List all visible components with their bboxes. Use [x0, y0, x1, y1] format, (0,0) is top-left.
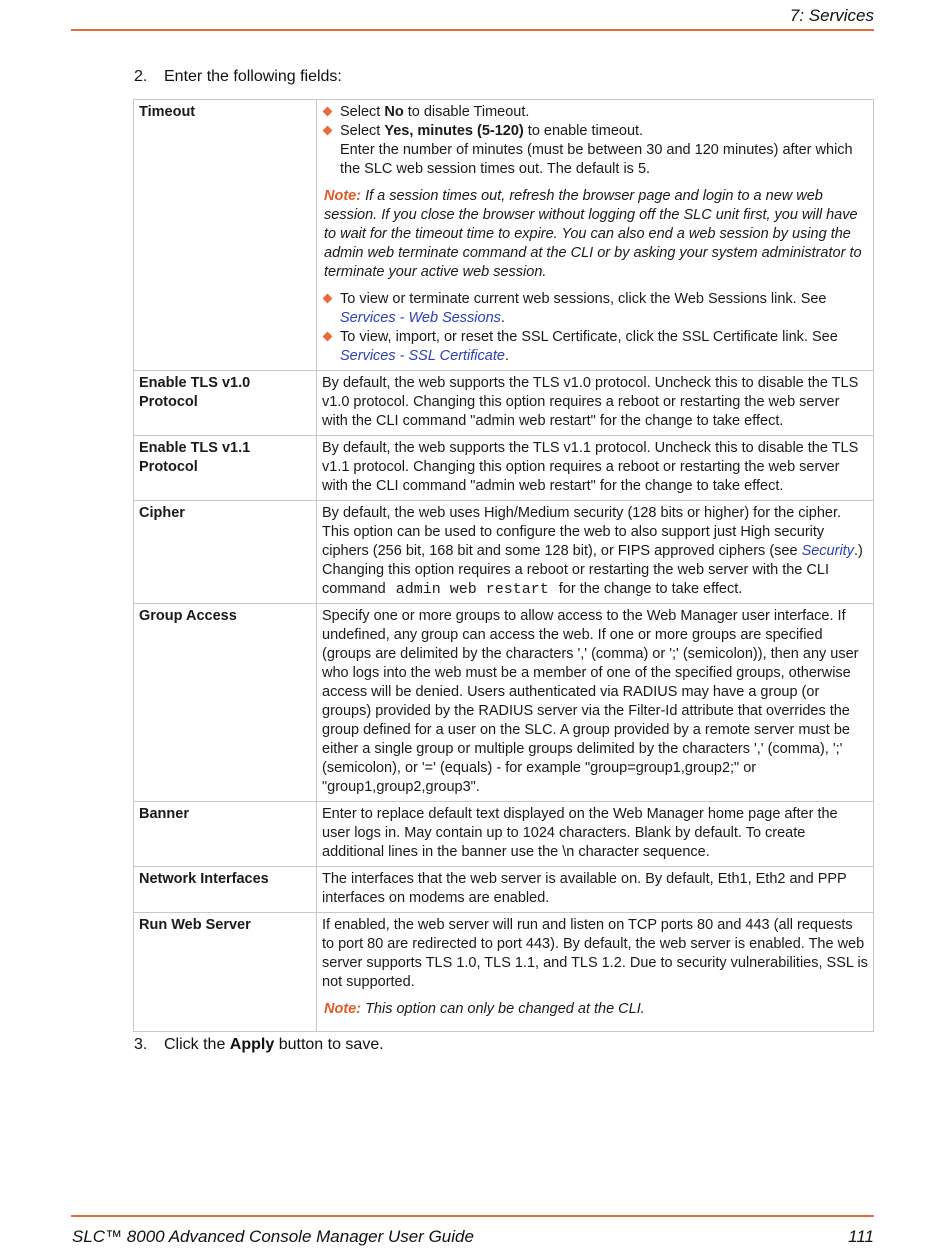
field-label: Enable TLS v1.1 Protocol	[134, 436, 317, 501]
footer-divider	[71, 1215, 874, 1217]
apply-button-reference: Apply	[229, 1036, 275, 1053]
page-number: 111	[848, 1227, 874, 1246]
table-row-run-web-server	[134, 913, 874, 1032]
list-item	[322, 290, 868, 328]
description-text: If enabled, the web server will run and listen on TCP ports 80 and 443 (all requests to port 80 are redirected to port 443). By default, the web server is enabled. The web server supports TLS 1.0, TLS 1.1, and TLS 1.2. Due to security vulnerabilities, SSL is not supported.	[322, 917, 868, 990]
text: To view, import, or reset the SSL Certificate, click the SSL Certificate link. See	[340, 329, 838, 345]
note-label: Note:	[324, 1001, 362, 1017]
field-description: By default, the web supports the TLS v1.0 protocol. Uncheck this to disable the TLS v1.0 protocol. Changing this option requires a reboot or restarting the web server with the CLI command "admin web restart" for the change to take effect.	[317, 371, 874, 436]
text: Select	[340, 104, 385, 120]
field-label: Group Access	[134, 604, 317, 802]
field-label: Banner	[134, 802, 317, 867]
security-link[interactable]: Security	[801, 543, 854, 559]
note-text: If a session times out, refresh the browser page and login to a new web session. If you close the browser without logging off the SLC unit first, you will have to wait for the timeout time to expire. You can also end a web session by using the admin web terminate command at the CLI or by asking your system administrator to terminate your active web session.	[324, 188, 862, 280]
option-yes: Yes, minutes (5-120)	[384, 123, 524, 139]
note	[324, 1000, 868, 1019]
text: to enable timeout.	[523, 123, 644, 139]
note-text: This option can only be changed at the CLI.	[365, 1001, 645, 1017]
web-sessions-link[interactable]: Services - Web Sessions	[340, 310, 501, 326]
text: .	[504, 348, 509, 364]
step-text: Enter the following fields:	[164, 68, 342, 85]
field-description: Enter to replace default text displayed on the Web Manager home page after the user logs in. May contain up to 1024 characters. Blank by default. To create additional lines in the banner use the \n character sequence.	[317, 802, 874, 867]
field-label: Timeout	[134, 100, 317, 371]
step-3	[134, 1036, 384, 1054]
table-row-network-interfaces	[134, 867, 874, 913]
diamond-bullet-icon	[323, 294, 333, 304]
field-description	[317, 100, 874, 371]
list-item	[322, 328, 868, 366]
header-divider	[71, 29, 874, 31]
table-row-cipher	[134, 501, 874, 604]
field-description: Specify one or more groups to allow access to the Web Manager user interface. If undefined, any group can access the web. If one or more groups are specified (groups are delimited by the characters ',' (comma) or ';' (semicolon)), then any user who logs into the web must be a member of one of the specified groups, otherwise access will be denied. Users authenticated via RADIUS may have a group (or groups) provided by the RADIUS server via the Filter-Id attribute that overrides the group defined for a user on the SLC. A group provided by a remote server must be either a single group or multiple groups delimited by the characters ',' (comma), ';' (semicolon), or '=' (equals) - for example "group=group1,group2;" or "group1,group2,group3".	[317, 604, 874, 802]
table-row-banner	[134, 802, 874, 867]
field-label: Cipher	[134, 501, 317, 604]
list-item-continuation: Enter the number of minutes (must be between 30 and 120 minutes) after which the SLC web session times out. The default is 5.	[340, 142, 853, 177]
table-row-tls11	[134, 436, 874, 501]
footer-title: SLC™ 8000 Advanced Console Manager User Guide	[72, 1227, 474, 1246]
step-text: Click the	[164, 1036, 230, 1053]
text: By default, the web uses High/Medium security (128 bits or higher) for the cipher. This option can be used to configure the web to also support just High security ciphers (256 bit, 168 bit and some 128 bit), or FIPS approved ciphers (see	[322, 505, 842, 559]
table-row-tls10	[134, 371, 874, 436]
chapter-header: 7: Services	[789, 6, 874, 25]
text: for the change to take effect.	[554, 581, 743, 597]
field-label: Network Interfaces	[134, 867, 317, 913]
step-2	[134, 68, 342, 86]
cli-command: admin web restart	[395, 581, 549, 598]
fields-table	[133, 99, 874, 1032]
step-text: button to save.	[274, 1036, 384, 1053]
text: .) Changing this option requires a reboot or restarting the web server with the CLI command	[322, 543, 863, 597]
text: Select	[340, 123, 385, 139]
list-item	[322, 103, 868, 122]
diamond-bullet-icon	[323, 126, 333, 136]
diamond-bullet-icon	[323, 332, 333, 342]
note	[324, 187, 868, 282]
table-row-timeout	[134, 100, 874, 371]
diamond-bullet-icon	[323, 107, 333, 117]
step-number: 2.	[134, 68, 148, 85]
step-number: 3.	[134, 1036, 148, 1053]
ssl-certificate-link[interactable]: Services - SSL Certificate	[340, 348, 505, 364]
field-description: By default, the web supports the TLS v1.1 protocol. Uncheck this to disable the TLS v1.1 protocol. Changing this option requires a reboot or restarting the web server with the CLI command "admin web restart" for the change to take effect.	[317, 436, 874, 501]
list-item	[322, 122, 868, 141]
text: To view or terminate current web sessions, click the Web Sessions link. See	[340, 291, 827, 307]
field-label: Enable TLS v1.0 Protocol	[134, 371, 317, 436]
note-label: Note:	[324, 188, 362, 204]
text: to disable Timeout.	[403, 104, 530, 120]
text: .	[500, 310, 505, 326]
field-description	[317, 913, 874, 1032]
field-label: Run Web Server	[134, 913, 317, 1032]
field-description	[317, 501, 874, 604]
field-description: The interfaces that the web server is available on. By default, Eth1, Eth2 and PPP interfaces on modems are enabled.	[317, 867, 874, 913]
option-no: No	[384, 104, 404, 120]
table-row-group-access	[134, 604, 874, 802]
